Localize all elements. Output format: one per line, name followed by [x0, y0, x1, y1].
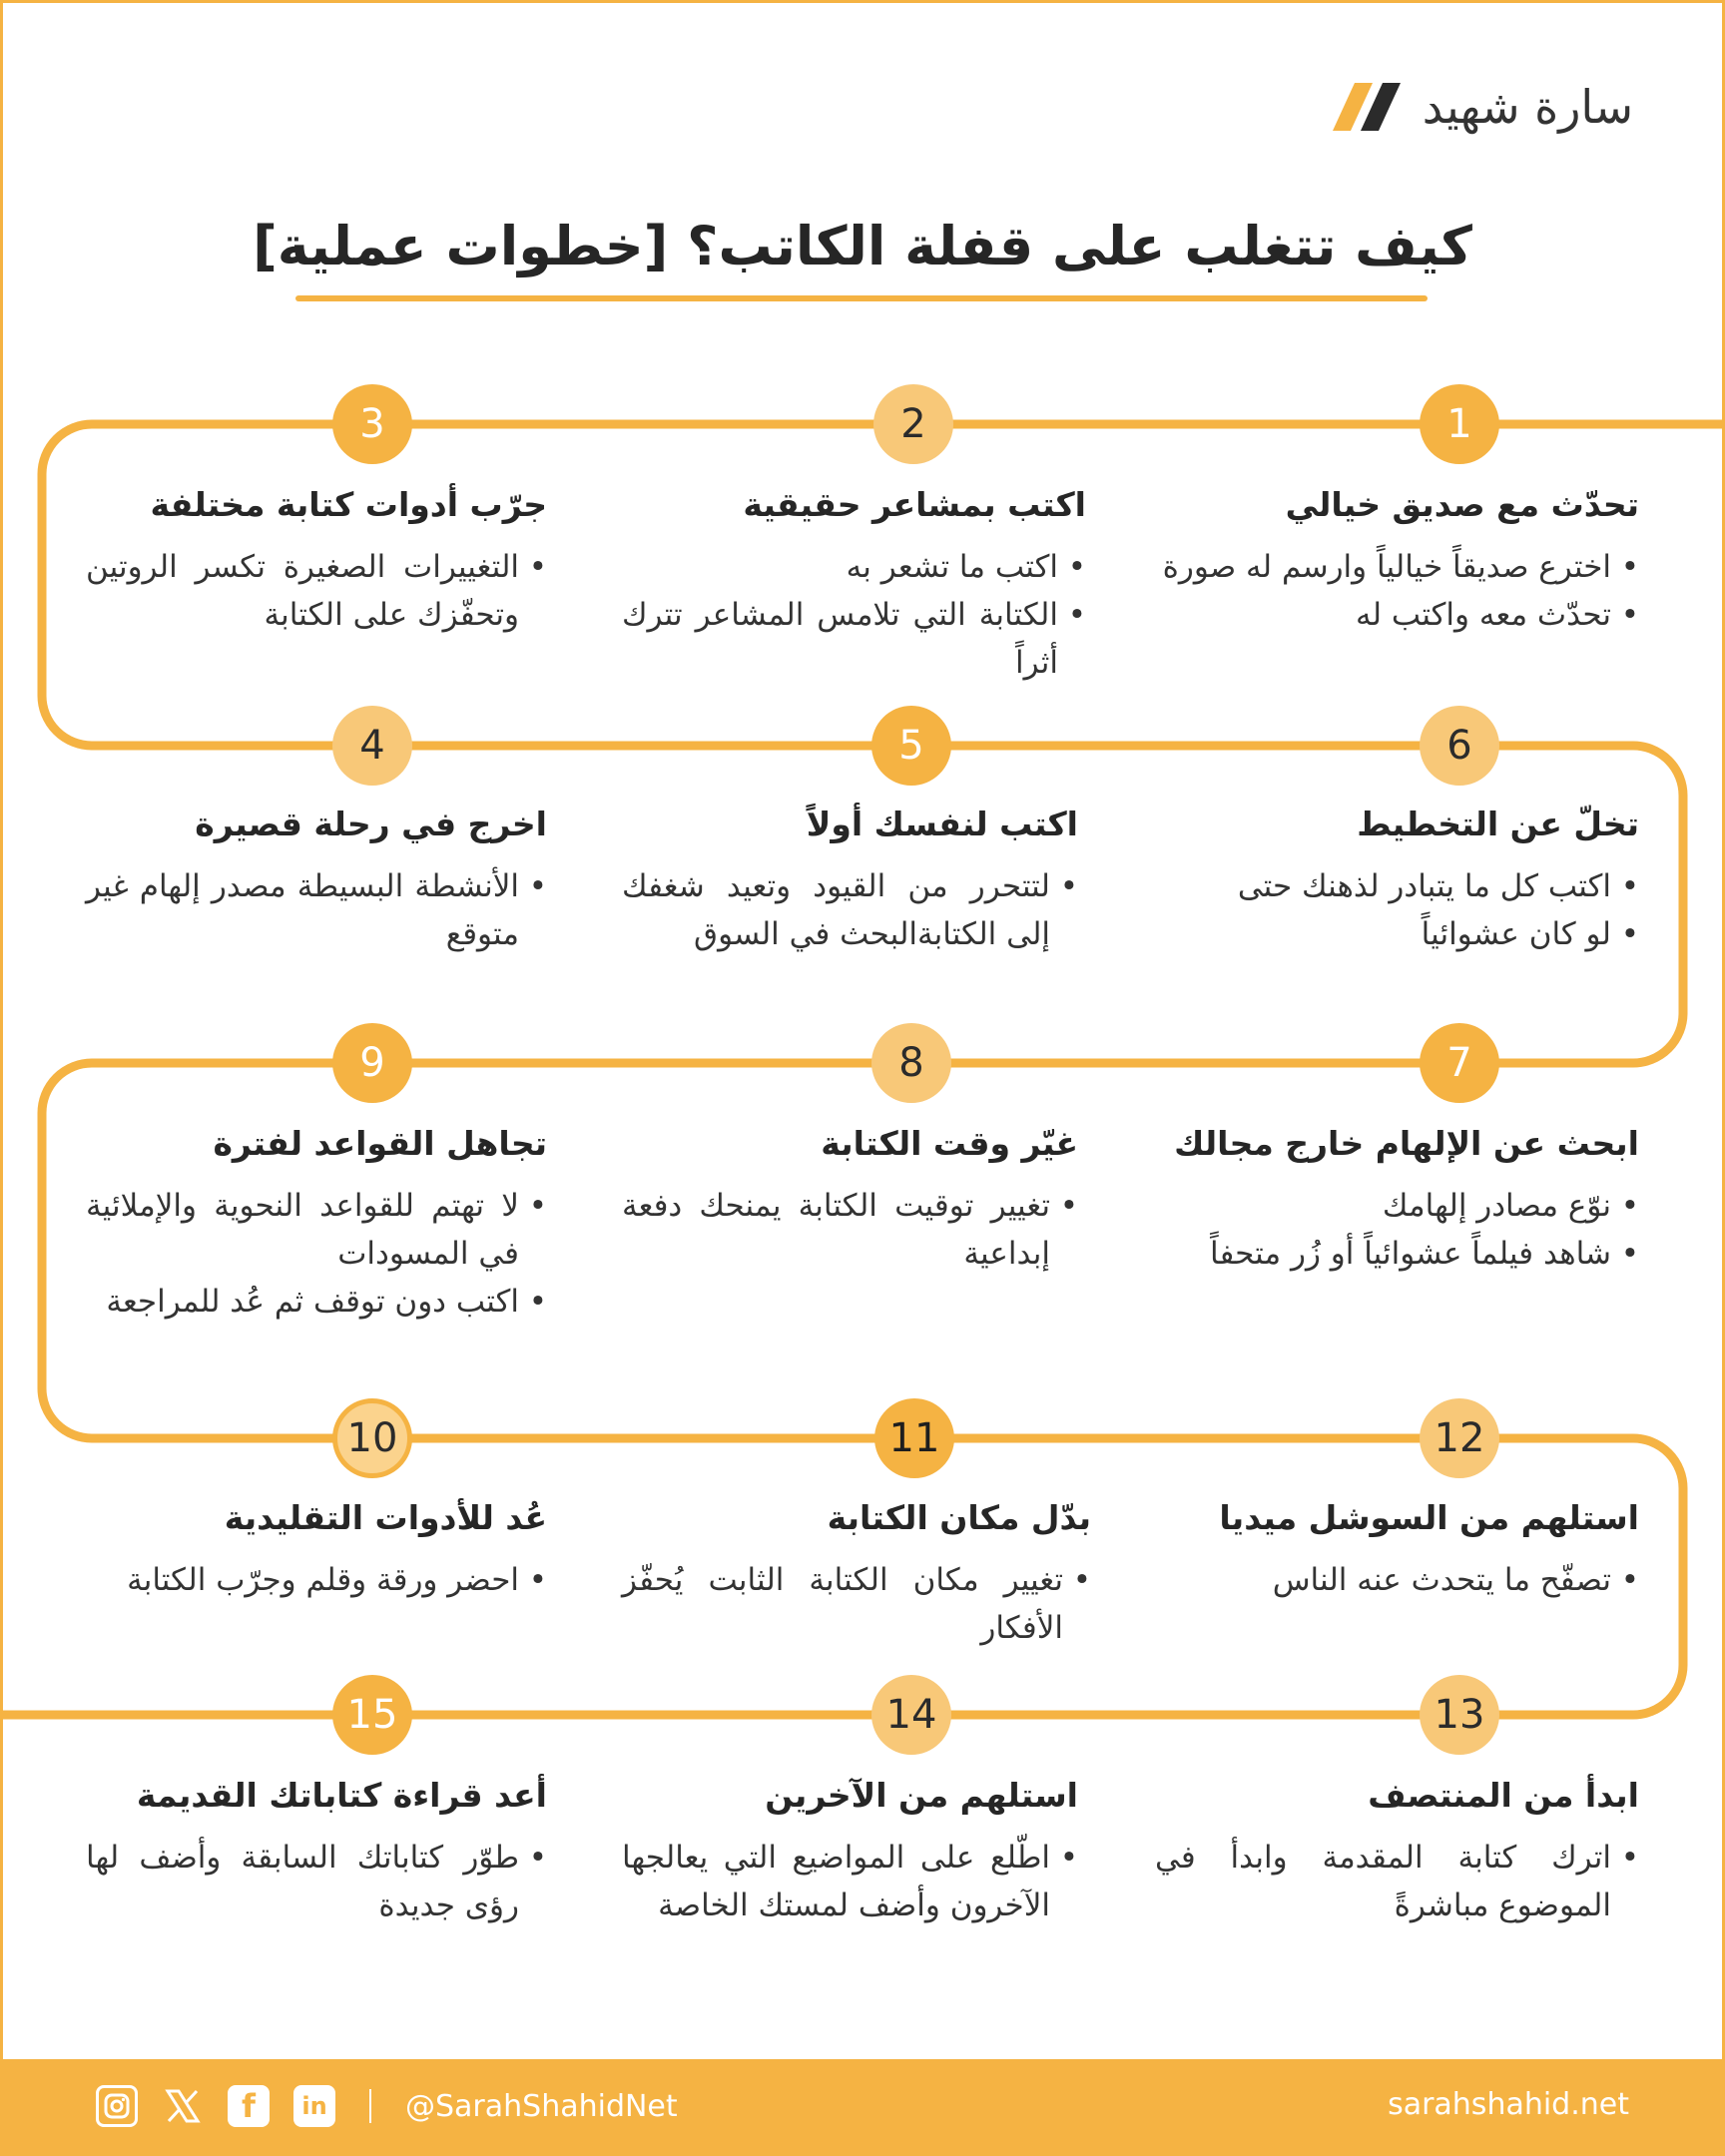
step-title: غيّر وقت الكتابة — [821, 1124, 1078, 1163]
step-bullet: • التغييرات الصغيرة تكسر الروتين وتحفّزك على الكتابة — [86, 543, 519, 639]
step-9 — [86, 1123, 547, 1326]
step-bullet: • تغيير توقيت الكتابة يمنحك دفعة إبداعية — [622, 1182, 1050, 1278]
step-15 — [86, 1775, 547, 1929]
step-number-15: 15 — [332, 1675, 412, 1755]
step-number-2: 2 — [873, 384, 953, 464]
step-number-12: 12 — [1420, 1398, 1499, 1478]
step-number-5: 5 — [871, 706, 951, 786]
step-number-7: 7 — [1420, 1023, 1499, 1103]
step-number-9: 9 — [332, 1023, 412, 1103]
step-title: تخلّ عن التخطيط — [1357, 805, 1639, 843]
step-number-10: 10 — [332, 1398, 412, 1478]
step-title: تحدّث مع صديق خيالي — [1285, 485, 1639, 524]
step-bullet: • اترك كتابة المقدمة وابدأ في الموضوع مباشرةً — [1155, 1834, 1611, 1929]
facebook-icon[interactable]: f — [228, 2085, 270, 2127]
step-8 — [622, 1123, 1078, 1278]
step-title: اكتب لنفسك أولاً — [806, 805, 1078, 843]
step-1 — [1155, 484, 1639, 639]
step-number-13: 13 — [1420, 1675, 1499, 1755]
step-number-3: 3 — [332, 384, 412, 464]
step-10 — [86, 1497, 547, 1604]
step-6 — [1155, 804, 1639, 958]
website-link[interactable]: sarahshahid.net — [1388, 2087, 1629, 2122]
brand-name: سارة شهيد — [1422, 80, 1633, 134]
step-13 — [1155, 1775, 1639, 1929]
step-number-8: 8 — [871, 1023, 951, 1103]
step-bullet: • اكتب ما تشعر به — [622, 543, 1058, 591]
x-icon[interactable] — [162, 2085, 204, 2127]
step-title: جرّب أدوات كتابة مختلفة — [150, 485, 547, 524]
step-12 — [1155, 1497, 1639, 1604]
footer — [0, 2059, 1725, 2156]
step-bullet: • شاهد فيلماً عشوائياً أو زُر متحفاً — [1155, 1230, 1611, 1278]
step-5 — [622, 804, 1078, 958]
step-bullet: • نوّع مصادر إلهامك — [1155, 1182, 1611, 1230]
step-number-6: 6 — [1420, 706, 1499, 786]
step-bullet: • الأنشطة البسيطة مصدر إلهام غير متوقع — [86, 862, 519, 958]
step-11 — [622, 1497, 1091, 1652]
step-7 — [1155, 1123, 1639, 1278]
linkedin-icon[interactable]: in — [293, 2085, 335, 2127]
social-links — [96, 2085, 678, 2127]
step-number-11: 11 — [874, 1398, 954, 1478]
step-4 — [86, 804, 547, 958]
step-number-4: 4 — [332, 706, 412, 786]
step-title: اخرج في رحلة قصيرة — [195, 805, 547, 843]
social-handle[interactable]: @SarahShahidNet — [405, 2088, 678, 2124]
step-3 — [86, 484, 547, 639]
step-bullet: • احضر ورقة وقلم وجرّب الكتابة — [86, 1556, 519, 1604]
step-bullet: • اكتب دون توقف ثم عُد للمراجعة — [86, 1278, 519, 1326]
step-title: استلهم من السوشل ميديا — [1219, 1498, 1639, 1537]
step-bullet: • اخترع صديقاً خيالياً وارسم له صورة — [1155, 543, 1611, 591]
step-bullet: • لو كان عشوائياً — [1155, 910, 1611, 958]
step-title: تجاهل القواعد لفترة — [213, 1124, 547, 1163]
step-bullet: • لا تهتم للقواعد النحوية والإملائية في المسودات — [86, 1182, 519, 1278]
step-title: بدّل مكان الكتابة — [827, 1498, 1091, 1537]
step-14 — [622, 1775, 1078, 1929]
step-bullet: • الكتابة التي تلامس المشاعر تترك أثراً — [622, 591, 1058, 687]
step-bullet: • لتتحرر من القيود وتعيد شغفك إلى الكتابةالبحث في السوق — [622, 862, 1050, 958]
step-number-1: 1 — [1420, 384, 1499, 464]
step-bullet: • تصفّح ما يتحدث عنه الناس — [1155, 1556, 1611, 1604]
step-number-14: 14 — [871, 1675, 951, 1755]
step-title: استلهم من الآخرين — [765, 1776, 1078, 1815]
step-2 — [622, 484, 1086, 687]
step-bullet: • اطّلع على المواضيع التي يعالجها الآخرون وأضف لمستك الخاصة — [622, 1834, 1050, 1929]
step-title: ابحث عن الإلهام خارج مجالك — [1174, 1124, 1639, 1163]
page-title: كيف تتغلب على قفلة الكاتب؟ [خطوات عملية] — [253, 215, 1472, 277]
step-bullet: • طوّر كتاباتك السابقة وأضف لها رؤى جديدة — [86, 1834, 519, 1929]
step-title: أعد قراءة كتاباتك القديمة — [136, 1776, 547, 1815]
step-bullet: • تغيير مكان الكتابة الثابت يُحفّز الأفكار — [622, 1556, 1063, 1652]
step-title: عُد للأدوات التقليدية — [224, 1498, 547, 1537]
step-bullet: • اكتب كل ما يتبادر لذهنك حتى — [1155, 862, 1611, 910]
instagram-icon[interactable] — [96, 2085, 138, 2127]
divider — [369, 2089, 371, 2123]
step-title: ابدأ من المنتصف — [1368, 1776, 1639, 1815]
step-bullet: • تحدّث معه واكتب له — [1155, 591, 1611, 639]
step-title: اكتب بمشاعر حقيقية — [743, 485, 1086, 524]
